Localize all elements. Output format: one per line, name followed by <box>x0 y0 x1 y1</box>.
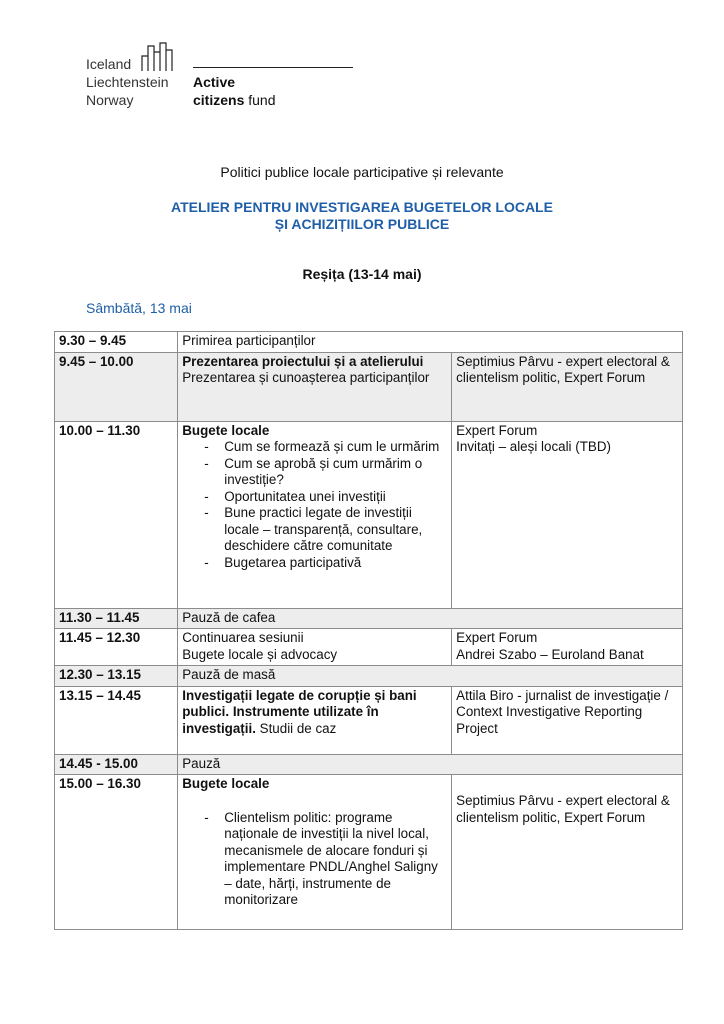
activity-title: Bugete locale <box>182 776 270 791</box>
time-cell: 13.15 – 14.45 <box>55 686 178 754</box>
logo-text-citizens: citizens <box>193 92 245 108</box>
activity-cell <box>178 421 452 608</box>
speaker-line: Septimius Pârvu - expert electoral & clientelism politic, Expert Forum <box>456 793 670 825</box>
list-item: - Oportunitatea unei investiții <box>204 489 447 506</box>
activity-title: Investigații legate de corupție și bani publici. Instrumente utilizate în investigații. <box>182 687 417 736</box>
activity-cell: Pauză de masă <box>178 666 683 687</box>
day-heading: Sâmbătă, 13 mai <box>86 300 192 316</box>
title-line-2: ȘI ACHIZIȚIILOR PUBLICE <box>274 216 450 232</box>
time-cell: 12.30 – 13.15 <box>55 666 178 687</box>
list-item: - Cum se formează și cum le urmărim <box>204 439 447 456</box>
logo-text-norway: Norway <box>86 92 134 108</box>
table-row <box>55 666 683 687</box>
list-item: - Bugetarea participativă <box>204 555 447 572</box>
table-row <box>55 754 683 775</box>
spacer <box>182 793 447 810</box>
activity-title: Prezentarea proiectului și a atelierului <box>182 353 424 369</box>
activity-cell <box>178 352 452 421</box>
activity-cell <box>178 686 452 754</box>
logo-text-liechtenstein: Liechtenstein <box>86 74 169 90</box>
table-row <box>55 352 683 421</box>
activity-title: Bugete locale <box>182 422 270 438</box>
activity-text: Studii de caz <box>255 720 337 736</box>
title-line-1: ATELIER PENTRU INVESTIGAREA BUGETELOR LOCALE <box>171 199 553 215</box>
speaker-cell <box>452 775 683 930</box>
activity-cell: Pauză de cafea <box>178 608 683 629</box>
activity-cell: Primirea participanților <box>178 332 683 353</box>
table-row <box>55 686 683 754</box>
time-cell: 9.45 – 10.00 <box>55 352 178 421</box>
speaker-line: Andrei Szabo – Euroland Banat <box>456 646 644 662</box>
speaker-cell <box>452 629 683 666</box>
logo-rule <box>193 67 353 68</box>
table-row <box>55 421 683 608</box>
table-row <box>55 775 683 930</box>
topic-list <box>182 810 447 909</box>
speaker-cell: Attila Biro - jurnalist de investigație / Context Investigative Reporting Project <box>452 686 683 754</box>
logo-text-active: Active <box>193 74 236 90</box>
document-subtitle: Politici publice locale participative și relevante <box>220 164 504 180</box>
spacer <box>456 776 678 793</box>
time-cell: 15.00 – 16.30 <box>55 775 178 930</box>
time-cell: 11.30 – 11.45 <box>55 608 178 629</box>
logo-text-fund <box>193 92 276 109</box>
activity-cell <box>178 629 452 666</box>
activity-text: Bugete locale și advocacy <box>182 646 338 662</box>
speaker-line: Invitați – aleși locali (TBD) <box>456 439 611 454</box>
activity-cell <box>178 775 452 930</box>
document-title <box>0 199 724 233</box>
list-item: - Cum se aprobă și cum urmărim o investiție? <box>204 456 447 489</box>
time-cell: 11.45 – 12.30 <box>55 629 178 666</box>
table-row <box>55 608 683 629</box>
speaker-cell: Septimius Pârvu - expert electoral & clientelism politic, Expert Forum <box>452 352 683 421</box>
list-item: - Bune practici legate de investiții locale – transparență, consultare, deschidere către comunitate <box>204 505 447 555</box>
logo-icon <box>141 42 191 72</box>
activity-text: Prezentarea și cunoașterea participanților <box>182 370 430 385</box>
logo-text-fund-word: fund <box>244 92 276 108</box>
time-cell: 9.30 – 9.45 <box>55 332 178 353</box>
topic-list <box>182 439 447 571</box>
time-cell: 14.45 - 15.00 <box>55 754 178 775</box>
location-date: Reșița (13-14 mai) <box>302 266 422 282</box>
activity-cell: Pauză <box>178 754 683 775</box>
logo-text-iceland: Iceland <box>86 56 132 72</box>
table-row <box>55 629 683 666</box>
speaker-line: Expert Forum <box>456 422 538 438</box>
activity-text: Continuarea sesiunii <box>182 630 304 645</box>
list-item: - Clientelism politic: programe naționale de investiții la nivel local, mecanismele de alocare fonduri și implementare PNDL/Anghel Saligny – date, hărți, instrumente de monitorizare <box>204 810 447 909</box>
table-row <box>55 332 683 353</box>
time-cell: 10.00 – 11.30 <box>55 421 178 608</box>
speaker-line: Expert Forum <box>456 630 538 645</box>
speaker-cell <box>452 421 683 608</box>
logo <box>86 42 286 112</box>
schedule-table <box>54 331 683 930</box>
